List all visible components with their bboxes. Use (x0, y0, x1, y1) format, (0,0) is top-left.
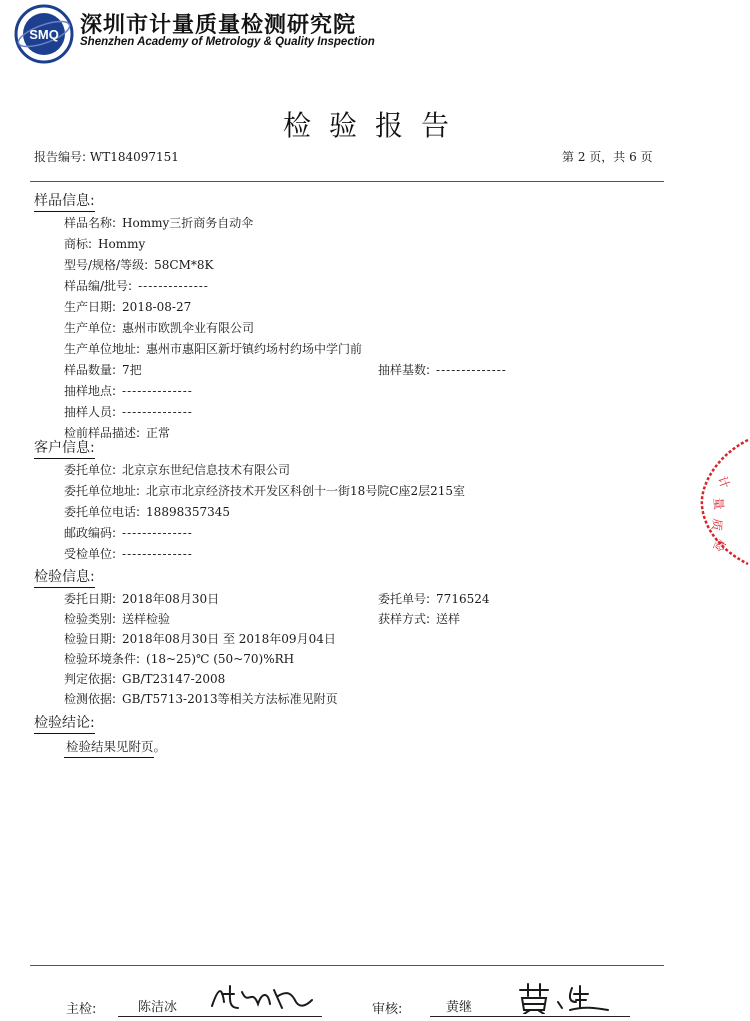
basis-row (64, 690, 338, 707)
sample-brand: Hommy (98, 237, 146, 251)
sample-batch: -------------- (138, 279, 209, 293)
sample-brand-row (64, 235, 145, 252)
sample-maker: 惠州市欧凯伞业有限公司 (122, 321, 255, 335)
conclusion-underline (64, 757, 154, 758)
field-label: 委托日期: (64, 592, 117, 606)
section-inspection-heading: 检验信息: (34, 566, 95, 588)
field-label: 委托单位电话: (64, 505, 141, 519)
header-divider (30, 181, 664, 182)
judge-basis: GB/T23147-2008 (122, 672, 226, 686)
field-label: 受检单位: (64, 547, 117, 561)
sample-method: 送样 (436, 612, 461, 626)
sample-place: -------------- (122, 384, 193, 398)
svg-text:检: 检 (710, 536, 728, 554)
field-label: 抽样地点: (64, 384, 117, 398)
sample-name: Hommy三折商务自动伞 (122, 216, 254, 230)
sample-place-row (64, 382, 193, 399)
sample-maker-row (64, 319, 254, 336)
entrust-date-row (64, 590, 219, 607)
field-label: 样品编/批号: (64, 279, 133, 293)
field-label: 生产日期: (64, 300, 117, 314)
sample-date-row (64, 298, 191, 315)
entrust-date: 2018年08月30日 (122, 592, 220, 606)
sample-base-row (378, 361, 507, 378)
client-receiver-row (64, 545, 193, 562)
sample-batch-row (64, 277, 209, 294)
field-label: 获样方式: (378, 612, 431, 626)
entrust-no-row (378, 590, 490, 607)
client-unit-row (64, 461, 290, 478)
section-client-heading: 客户信息: (34, 437, 95, 459)
test-date-row (64, 630, 336, 647)
svg-text:计: 计 (715, 474, 733, 491)
field-label: 检验日期: (64, 632, 117, 646)
entrust-no: 7716524 (436, 592, 490, 606)
reviewer-label: 审核: (372, 1002, 403, 1017)
main-inspector-name: 陈洁冰 (138, 1000, 178, 1015)
sample-maker-address-row (64, 340, 362, 357)
sample-method-row (378, 610, 460, 627)
field-label: 抽样人员: (64, 405, 117, 419)
field-label: 抽样基数: (378, 363, 431, 377)
client-address-row (64, 482, 465, 499)
field-label: 判定依据: (64, 672, 117, 686)
conclusion-text: 检验结果见附页。 (66, 739, 167, 754)
field-label: 生产单位地址: (64, 342, 141, 356)
field-label: 型号/规格/等级: (64, 258, 149, 272)
client-tel-row (64, 503, 230, 520)
test-type-row (64, 610, 170, 627)
client-zip-row (64, 524, 193, 541)
org-name-cn: 深圳市计量质量检测研究院 (80, 13, 357, 38)
reviewer-signature (514, 980, 614, 1018)
field-label: 邮政编码: (64, 526, 117, 540)
env-conditions: (18~25)℃ (50~70)%RH (146, 652, 295, 666)
client-zip: -------------- (122, 526, 193, 540)
logo-text: SMQ (29, 27, 59, 42)
org-logo (14, 4, 74, 64)
client-receiver: -------------- (122, 547, 193, 561)
test-basis: GB/T5713-2013等相关方法标准见附页 (122, 692, 338, 706)
field-label: 委托单位地址: (64, 484, 141, 498)
report-number-value: WT184097151 (89, 150, 179, 164)
client-unit: 北京京东世纪信息技术有限公司 (122, 463, 291, 477)
main-inspector-label: 主检: (66, 1002, 97, 1017)
test-date: 2018年08月30日 至 2018年09月04日 (122, 632, 336, 646)
field-label: 检验环境条件: (64, 652, 141, 666)
sample-qty-row (64, 361, 142, 378)
field-label: 检验类别: (64, 612, 117, 626)
sample-maker-address: 惠州市惠阳区新圩镇约场村约场中学门前 (146, 342, 363, 356)
section-conclusion-heading: 检验结论: (34, 712, 95, 734)
field-label: 样品数量: (64, 363, 117, 377)
test-type: 送样检验 (122, 612, 171, 626)
field-label: 委托单号: (378, 592, 431, 606)
sample-model-row (64, 256, 213, 273)
sample-date: 2018-08-27 (122, 300, 192, 314)
sample-person: -------------- (122, 405, 193, 419)
field-label: 委托单位: (64, 463, 117, 477)
sample-desc: 正常 (146, 426, 171, 440)
sample-name-row (64, 214, 253, 231)
sample-model: 58CM*8K (154, 258, 214, 272)
sample-base: -------------- (436, 363, 507, 377)
report-number-label: 报告编号: (34, 150, 87, 164)
page-info: 第 2 页，共 6 页 (562, 150, 653, 164)
env-row (64, 650, 294, 667)
reviewer-name: 黄继 (446, 1000, 473, 1015)
footer-divider (30, 965, 664, 966)
field-label: 检测依据: (64, 692, 117, 706)
official-seal (696, 436, 750, 568)
org-name-en: Shenzhen Academy of Metrology & Quality Inspection (80, 36, 375, 48)
svg-text:质: 质 (708, 517, 725, 532)
field-label: 样品名称: (64, 216, 117, 230)
report-number (34, 148, 179, 165)
field-label: 生产单位: (64, 321, 117, 335)
sample-qty: 7把 (122, 363, 142, 377)
report-title: 检验报告 (282, 109, 467, 142)
client-address: 北京市北京经济技术开发区科创十一街18号院C座2层215室 (146, 484, 466, 498)
field-label: 商标: (64, 237, 93, 251)
field-label: 检前样品描述: (64, 426, 141, 440)
svg-text:量: 量 (711, 497, 727, 511)
client-tel: 18898357345 (146, 505, 231, 519)
judge-row (64, 670, 225, 687)
section-sample-heading: 样品信息: (34, 190, 95, 212)
main-inspector-signature (208, 982, 318, 1018)
sample-person-row (64, 403, 193, 420)
